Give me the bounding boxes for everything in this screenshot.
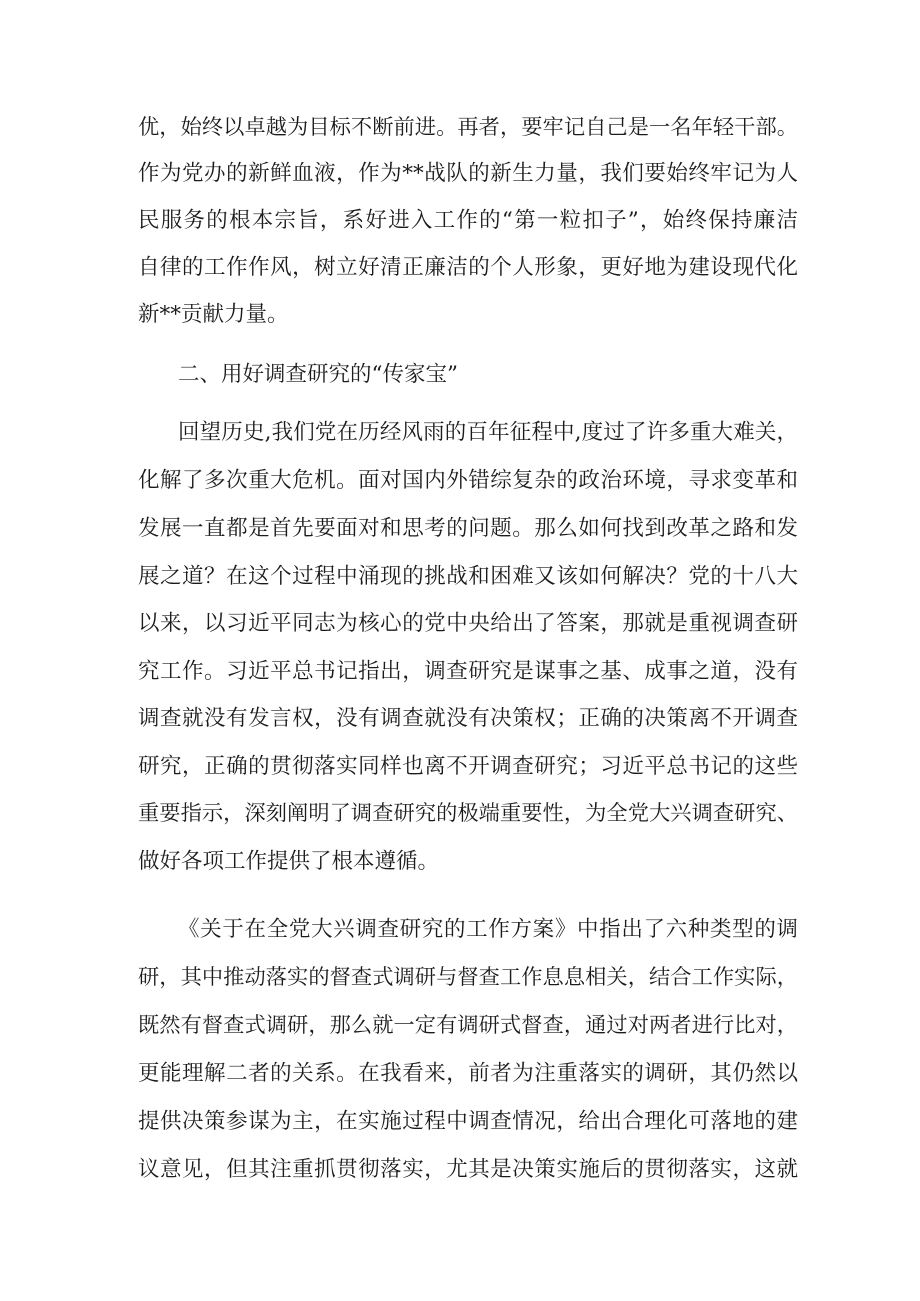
paragraph-2-line-2: 化解了多次重大危机。面对国内外错综复杂的政治环境，寻求变革和 [138, 468, 798, 493]
paragraph-1-line-1: 优，始终以卓越为目标不断前进。再者，要牢记自己是一名年轻干部。 [138, 115, 798, 140]
paragraph-3-line-1: 《关于在全党大兴调查研究的工作方案》中指出了六种类型的调 [178, 917, 798, 942]
paragraph-3-line-4: 更能理解二者的关系。在我看来，前者为注重落实的调研，其仍然以 [138, 1061, 798, 1086]
paragraph-1-line-4: 自律的工作作风，树立好清正廉洁的个人形象，更好地为建设现代化 [138, 255, 798, 280]
paragraph-2-line-6: 究工作。习近平总书记指出，调查研究是谋事之基、成事之道，没有 [138, 659, 798, 684]
paragraph-2-line-5: 以来，以习近平同志为核心的党中央给出了答案，那就是重视调查研 [138, 611, 798, 636]
paragraph-2-line-8: 研究，正确的贯彻落实同样也离不开调查研究；习近平总书记的这些 [138, 754, 798, 779]
paragraph-1-line-5: 新**贡献力量。 [138, 302, 289, 327]
paragraph-2-line-7: 调查就没有发言权，没有调查就没有决策权；正确的决策离不开调查 [138, 706, 798, 731]
paragraph-1-line-2: 作为党办的新鲜血液，作为**战队的新生力量，我们要始终牢记为人 [138, 161, 798, 186]
paragraph-2-line-1: 回望历史,我们党在历经风雨的百年征程中,度过了许多重大难关， [178, 420, 798, 445]
paragraph-3-line-6: 议意见，但其注重抓贯彻落实，尤其是决策实施后的贯彻落实，这就 [138, 1157, 798, 1182]
paragraph-3-line-2: 研，其中推动落实的督查式调研与督查工作息息相关，结合工作实际， [138, 965, 798, 990]
paragraph-2-line-9: 重要指示，深刻阐明了调查研究的极端重要性，为全党大兴调查研究、 [138, 801, 798, 826]
section-heading: 二、用好调查研究的“传家宝” [178, 362, 458, 387]
paragraph-3-line-3: 既然有督查式调研，那么就一定有调研式督查，通过对两者进行比对， [138, 1013, 798, 1038]
paragraph-3-line-5: 提供决策参谋为主，在实施过程中调查情况，给出合理化可落地的建 [138, 1109, 798, 1134]
paragraph-1-line-3: 民服务的根本宗旨，系好进入工作的“第一粒扣子”，始终保持廉洁 [138, 208, 798, 233]
paragraph-2-line-10: 做好各项工作提供了根本遵循。 [138, 849, 440, 874]
paragraph-2-line-4: 展之道？在这个过程中涌现的挑战和困难又该如何解决？党的十八大 [138, 564, 798, 589]
paragraph-2-line-3: 发展一直都是首先要面对和思考的问题。那么如何找到改革之路和发 [138, 516, 798, 541]
